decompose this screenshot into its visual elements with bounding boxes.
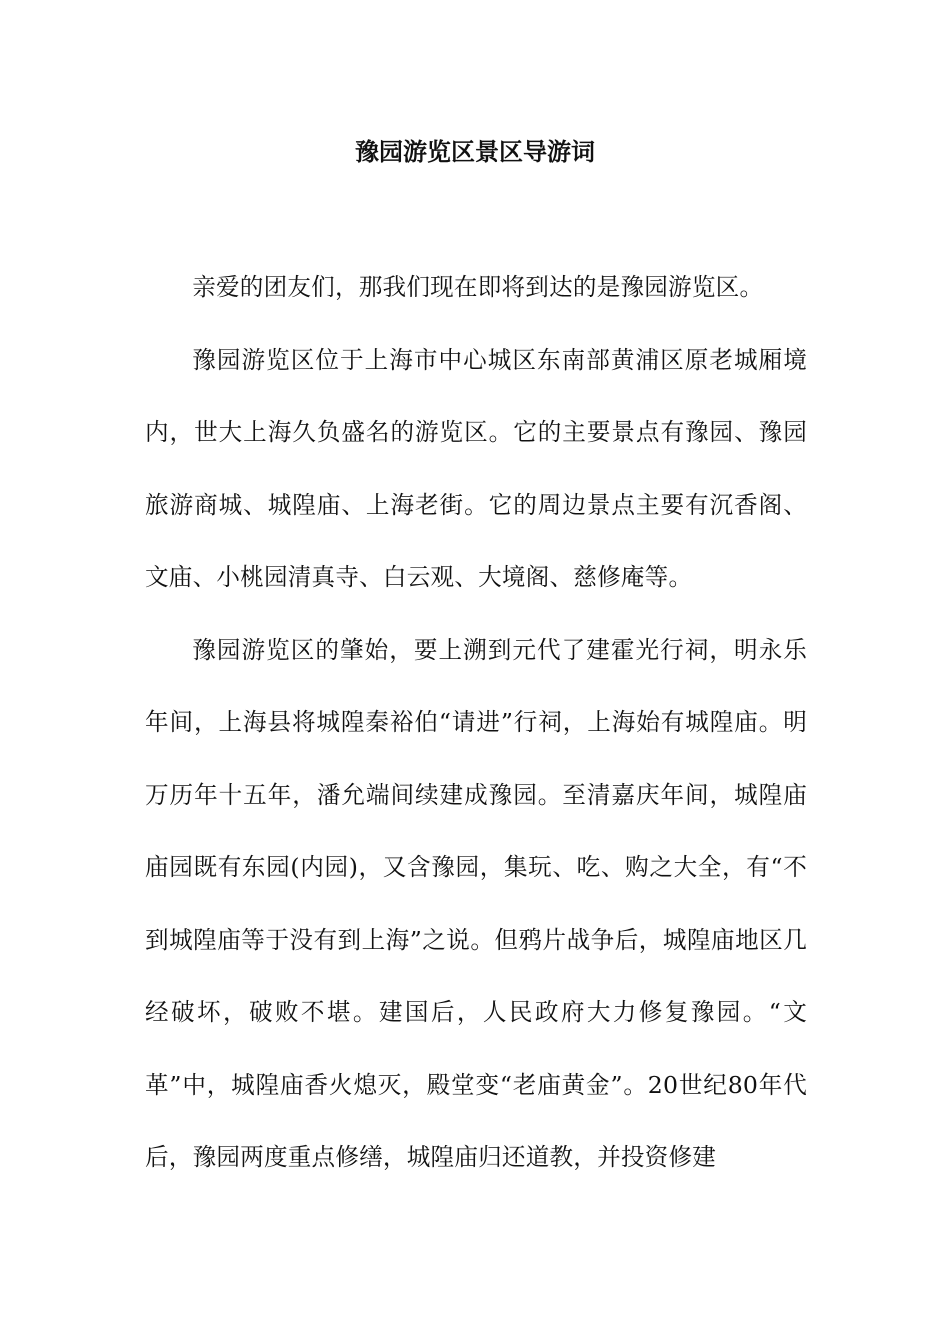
document-title: 豫园游览区景区导游词 <box>355 137 595 166</box>
paragraph-history: 豫园游览区的肇始，要上溯到元代了建霍光行祠，明永乐年间，上海县将城隍秦裕伯“请进”行祠，上海始有城隍庙。明万历年十五年，潘允端间续建成豫园。至清嘉庆年间，城隍庙庙园既有东园(内园)，又含豫园，集玩、吃、购之大全，有“不到城隍庙等于没有到上海”之说。但鸦片战争后，城隍庙地区几经破坏，破败不堪。建国后，人民政府大力修复豫园。“文革”中，城隍庙香火熄灭，殿堂变“老庙黄金”。20世纪80年代后，豫园两度重点修缮，城隍庙归还道教，并投资修建 <box>145 635 807 1171</box>
paragraph-greeting: 亲爱的团友们，那我们现在即将到达的是豫园游览区。 <box>192 273 764 301</box>
document-body <box>145 251 807 1194</box>
paragraph-location: 豫园游览区位于上海市中心城区东南部黄浦区原老城厢境内，世大上海久负盛名的游览区。它的主要景点有豫园、豫园旅游商城、城隍庙、上海老街。它的周边景点主要有沉香阁、文庙、小桃园清真寺、白云观、大境阁、慈修庵等。 <box>145 345 807 591</box>
